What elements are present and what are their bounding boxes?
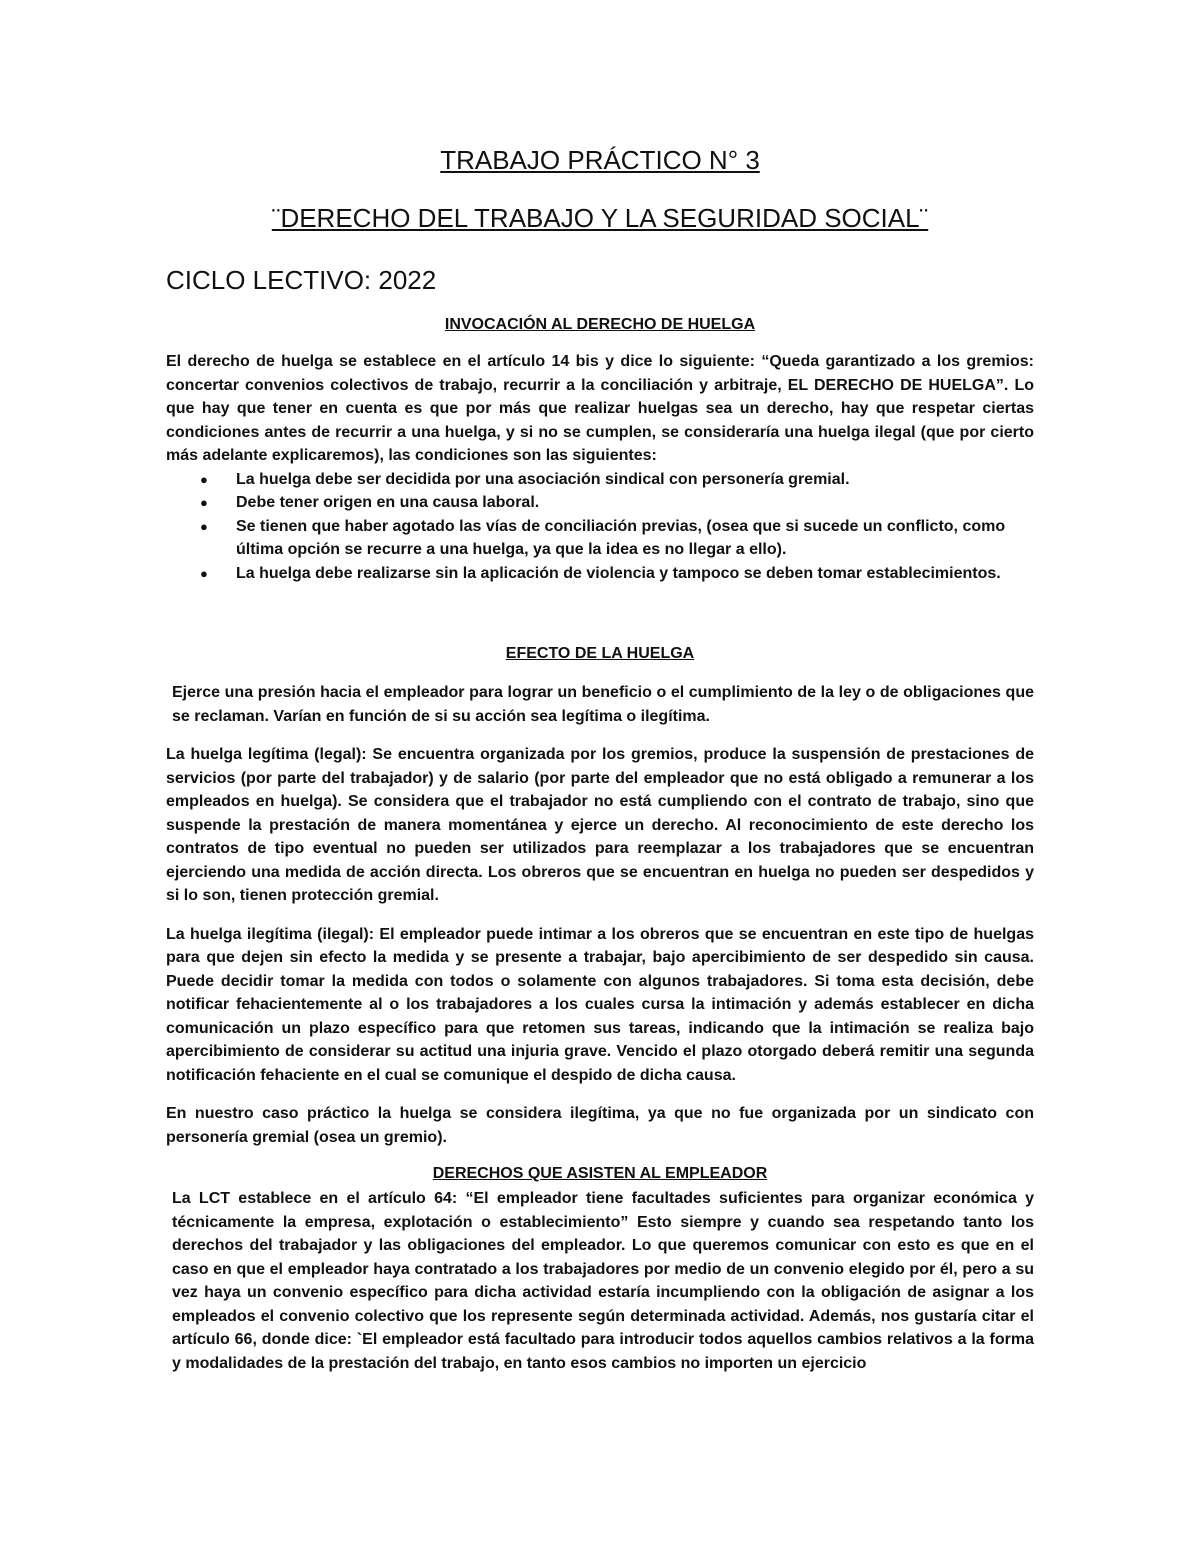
conditions-list bbox=[166, 468, 1034, 586]
bullet-icon: ● bbox=[200, 518, 208, 534]
section-efecto bbox=[166, 643, 1034, 1149]
list-item bbox=[166, 468, 1034, 492]
bullet-icon: ● bbox=[200, 565, 208, 581]
list-item-text: La huelga debe ser decidida por una asociación sindical con personería gremial. bbox=[236, 470, 850, 488]
section-invocacion bbox=[166, 314, 1034, 585]
bullet-icon: ● bbox=[200, 471, 208, 487]
list-item-text: Debe tener origen en una causa laboral. bbox=[236, 494, 540, 511]
paragraph: En nuestro caso práctico la huelga se considera ilegítima, ya que no fue organizada por un sindicato con personería gremial (osea un gremio). bbox=[166, 1105, 1034, 1146]
list-item-text: Se tienen que haber agotado las vías de conciliación previas, (osea que si sucede un conflicto, como última opción se recurre a una huelga, ya que la idea es no llegar a ello). bbox=[236, 517, 1006, 558]
document-title: TRABAJO PRÁCTICO N° 3 bbox=[440, 145, 760, 175]
section-heading: DERECHOS QUE ASISTEN AL EMPLEADOR bbox=[432, 1165, 768, 1182]
section-derechos bbox=[166, 1163, 1034, 1375]
paragraph: Ejerce una presión hacia el empleador para lograr un beneficio o el cumplimiento de la ley o de obligaciones que se reclaman. Varían en función de si su acción sea legítima o ilegítima. bbox=[172, 684, 1034, 725]
list-item bbox=[166, 491, 1034, 515]
paragraph: La LCT establece en el artículo 64: “El empleador tiene facultades suficientes para organizar económica y técnicamente la empresa, explotación o establecimiento” Esto siempre y cuando sea respetando tanto los derechos del trabajador y las obligaciones del empleador. Lo que queremos comunicar con esto es que en el caso en que el empleador haya contratado a los trabajadores por medio de un convenio elegido por él, pero a su vez haya un convenio específico para dicha actividad estaría incumpliendo con la obligación de asignar a los empleados el convenio colectivo que los represente según determinada actividad. Además, nos gustaría citar el artículo 66, donde dice: `El empleador está facultado para introducir todos aquellos cambios relativos a la forma y modalidades de la prestación del trabajo, en tanto esos cambios no importen un ejercicio bbox=[172, 1190, 1034, 1372]
list-item bbox=[166, 515, 1034, 562]
section-heading: EFECTO DE LA HUELGA bbox=[505, 645, 695, 662]
paragraph: La huelga legítima (legal): Se encuentra organizada por los gremios, produce la suspensión de prestaciones de servicios (por parte del trabajador) y de salario (por parte del empleador que no está obligado a remunerar a los empleados en huelga). Se considera que el trabajador no está cumpliendo con el contrato de trabajo, sino que suspende la prestación de manera momentánea y ejerce un derecho. Al reconocimiento de este derecho los contratos de tipo eventual no pueden ser utilizados para reemplazar a los trabajadores que se encuentran ejerciendo una medida de acción directa. Los obreros que se encuentran en huelga no pueden ser despedidos y si lo son, tienen protección gremial. bbox=[166, 746, 1034, 904]
list-item-text: La huelga debe realizarse sin la aplicación de violencia y tampoco se deben tomar establecimientos. bbox=[236, 564, 1001, 582]
cycle-label: CICLO LECTIVO: 2022 bbox=[166, 265, 437, 295]
section-heading: INVOCACIÓN AL DERECHO DE HUELGA bbox=[444, 316, 756, 333]
list-item bbox=[166, 562, 1034, 586]
document-subject: ¨DERECHO DEL TRABAJO Y LA SEGURIDAD SOCIAL¨ bbox=[271, 203, 929, 233]
bullet-icon: ● bbox=[200, 495, 208, 510]
document-body bbox=[166, 140, 1034, 1375]
paragraph: La huelga ilegítima (ilegal): El empleador puede intimar a los obreros que se encuentran en este tipo de huelgas para que dejen sin efecto la medida y se presente a trabajar, bajo apercibimiento de ser despedido sin causa. Puede decidir tomar la medida con todos o solamente con algunos trabajadores. Si toma esta decisión, debe notificar fehacientemente al o los trabajadores a los cuales cursa la intimación y además establecer en dicha comunicación un plazo específico para que retomen sus tareas, indicando que la intimación se realiza bajo apercibimiento de considerar su actitud una injuria grave. Vencido el plazo otorgado deberá remitir una segunda notificación fehaciente en el cual se comunique el despido de dicha causa. bbox=[166, 925, 1034, 1084]
paragraph: El derecho de huelga se establece en el artículo 14 bis y dice lo siguiente: “Queda garantizado a los gremios: concertar convenios colectivos de trabajo, recurrir a la conciliación y arbitraje, EL DERECHO DE HUELGA”. Lo que hay que tener en cuenta es que por más que realizar huelgas sea un derecho, hay que respetar ciertas condiciones antes de recurrir a una huelga, y si no se cumplen, se consideraría una huelga ilegal (que por cierto más adelante explicaremos), las condiciones son las siguientes: bbox=[166, 353, 1034, 464]
